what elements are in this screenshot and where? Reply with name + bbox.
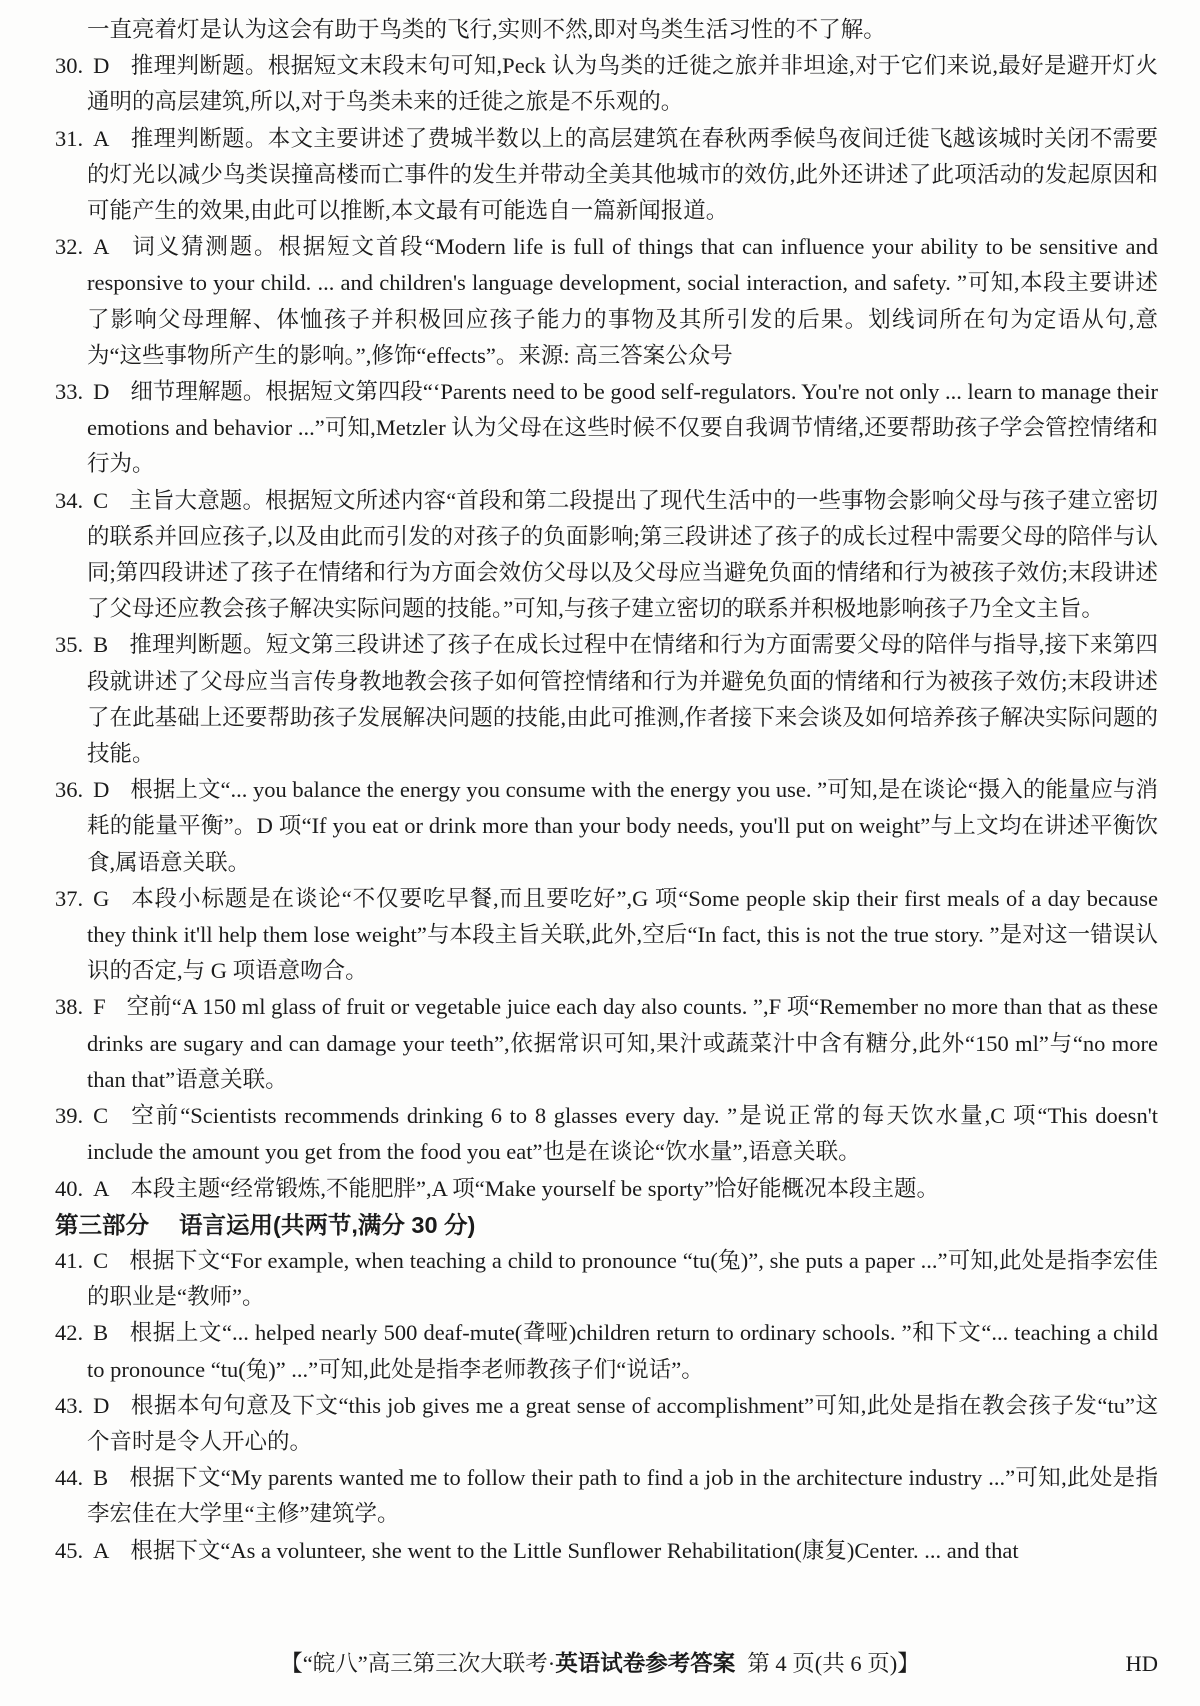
item-answer: D (93, 1392, 110, 1418)
item-text: 细节理解题。根据短文第四段“‘Parents need to be good self-regulators. You're not only ... learn to manage their emotions and behavior ...”可知,Metzler 认为父母在这些时候不仅要自我调节情绪,还要帮助孩子学会管控情绪和行为。 (87, 379, 1158, 477)
item-number: 34. (55, 487, 84, 513)
section-title: 语言运用(共两节,满分 30 分) (179, 1211, 476, 1238)
answer-item-37 (55, 881, 1158, 990)
item-answer: C (93, 487, 109, 513)
answer-item-41 (55, 1243, 1158, 1315)
section-label: 第三部分 (55, 1211, 149, 1238)
item-text: 本段小标题是在谈论“不仅要吃早餐,而且要吃好”,G 项“Some people skip their first meals of a day because they think it'll help them lose weight”与本段主旨关联,此外,空后“In fact, this is not the true story. ”是对这一错误认识的否定,与 G 项语意吻合。 (87, 885, 1158, 984)
item-text: 一直亮着灯是认为这会有助于鸟类的飞行,实则不然,即对鸟类生活习性的不了解。 (87, 17, 886, 42)
item-text: 根据下文“As a volunteer, she went to the Little Sunflower Rehabilitation(康复)Center. ... and that (130, 1537, 1019, 1563)
item-answer: G (93, 885, 110, 911)
item-text: 本段主题“经常锻炼,不能肥胖”,A 项“Make yourself be sporty”恰好能概况本段主题。 (130, 1175, 940, 1201)
item-text: 根据上文“... helped nearly 500 deaf-mute(聋哑)children return to ordinary schools. ”和下文“... teaching a child to pronounce “tu(兔)” ...”可知,此处是指李老师教孩子们“说话”。 (87, 1320, 1158, 1382)
item-answer: A (93, 1537, 110, 1563)
item-number: 44. (55, 1465, 84, 1491)
item-number: 40. (55, 1175, 84, 1201)
item-answer: D (93, 777, 110, 803)
item-answer: A (93, 234, 110, 260)
answer-item-33 (55, 374, 1158, 483)
answer-item-43 (55, 1388, 1158, 1460)
item-number: 45. (55, 1537, 84, 1563)
item-text: 根据本句句意及下文“this job gives me a great sense of accomplishment”可知,此处是指在教会孩子发“tu”这个音时是令人开心的。 (87, 1392, 1158, 1454)
answer-item-34 (55, 483, 1158, 628)
item-text: 推理判断题。本文主要讲述了费城半数以上的高层建筑在春秋两季候鸟夜间迁徙飞越该城时关闭不需要的灯光以减少鸟类误撞高楼而亡事件的发生并带动全美其他城市的效仿,此外还讲述了此项活动的发起原因和可能产生的效果,由此可以推断,本文最有可能选自一篇新闻报道。 (87, 125, 1158, 224)
item-number: 31. (55, 125, 84, 151)
answer-item-45 (55, 1533, 1158, 1569)
answer-list (55, 12, 1158, 1569)
answer-item-32 (55, 229, 1158, 374)
page-footer (0, 1646, 1200, 1682)
item-text: 空前“Scientists recommends drinking 6 to 8 glasses every day. ”是说正常的每天饮水量,C 项“This doesn't include the amount you get from the food you eat”也是在谈论“饮水量”,语意关联。 (87, 1103, 1158, 1165)
item-number: 33. (55, 379, 84, 405)
answer-item-29-continuation (55, 12, 1158, 48)
item-number: 37. (55, 885, 84, 911)
answer-item-38 (55, 989, 1158, 1098)
item-answer: C (93, 1247, 109, 1273)
item-answer: A (93, 1175, 110, 1201)
item-number: 36. (55, 777, 84, 803)
answer-item-42 (55, 1315, 1158, 1387)
item-text: 空前“A 150 ml glass of fruit or vegetable juice each day also counts. ”,F 项“Remember no more than that as these drinks are sugary and can damage your teeth”,依据常识可知,果汁或蔬菜汁中含有糖分,此外“150 ml”与“no more than that”语意关联。 (87, 994, 1158, 1092)
item-number: 35. (55, 632, 84, 658)
answer-item-44 (55, 1460, 1158, 1532)
item-number: 39. (55, 1103, 84, 1129)
item-answer: F (93, 994, 106, 1020)
item-answer: B (93, 1320, 109, 1346)
item-text: 推理判断题。短文第三段讲述了孩子在成长过程中在情绪和行为方面需要父母的陪伴与指导,接下来第四段就讲述了父母应当言传身教地教会孩子如何管控情绪和行为并避免负面的情绪和行为被孩子效仿;末段讲述了在此基础上还要帮助孩子发展解决问题的技能,由此可推测,作者接下来会谈及如何培养孩子解决实际问题的技能。 (87, 632, 1158, 767)
footer-page-number: 第 4 页(共 6 页)】 (747, 1651, 920, 1676)
answer-item-36 (55, 772, 1158, 881)
item-answer: A (93, 125, 110, 151)
item-text: 根据上文“... you balance the energy you consume with the energy you use. ”可知,是在谈论“摄入的能量应与消耗的能量平衡”。D 项“If you eat or drink more than your body needs, you'll put on weight”与上文均在讲述平衡饮食,属语意关联。 (87, 777, 1158, 875)
item-answer: B (93, 632, 109, 658)
item-number: 42. (55, 1320, 84, 1346)
item-answer: B (93, 1465, 109, 1491)
item-number: 32. (55, 234, 84, 260)
item-text: 词义猜测题。根据短文首段“Modern life is full of things that can influence your ability to be sensitive and responsive to your child. ... and children's language development, social interaction, and safety. ”可知,本段主要讲述了影响父母理解、体恤孩子并积极回应孩子能力的事物及其所引发的后果。划线词所在句为定语从句,意为“这些事物所产生的影响。”,修饰“effects”。来源: 高三答案公众号 (87, 234, 1158, 368)
footer-paper-title: 英语试卷参考答案 (555, 1651, 736, 1676)
item-number: 30. (55, 53, 84, 79)
item-number: 43. (55, 1392, 84, 1418)
item-text: 根据下文“My parents wanted me to follow their path to find a job in the architecture industry ...”可知,此处是指李宏佳在大学里“主修”建筑学。 (87, 1465, 1158, 1527)
item-number: 38. (55, 994, 84, 1020)
section-header-part3 (55, 1207, 1158, 1243)
item-answer: C (93, 1103, 109, 1129)
item-answer: D (93, 379, 110, 405)
item-text: 主旨大意题。根据短文所述内容“首段和第二段提出了现代生活中的一些事物会影响父母与孩子建立密切的联系并回应孩子,以及由此而引发的对孩子的负面影响;第三段讲述了孩子的成长过程中需要父母的陪伴与认同;第四段讲述了孩子在情绪和行为方面会效仿父母以及父母应当避免负面的情绪和行为被孩子效仿;末段讲述了父母还应教会孩子解决实际问题的技能。”可知,与孩子建立密切的联系并积极地影响孩子乃全文主旨。 (87, 487, 1158, 622)
answer-item-31 (55, 121, 1158, 230)
item-number: 41. (55, 1247, 84, 1273)
footer-exam-name: 【“皖八”高三第三次大联考· (280, 1651, 556, 1676)
item-text: 根据下文“For example, when teaching a child to pronounce “tu(兔)”, she puts a paper ...”可知,此处是指李宏佳的职业是“教师”。 (87, 1247, 1158, 1310)
item-answer: D (93, 53, 110, 79)
answer-item-35 (55, 627, 1158, 772)
answer-item-40 (55, 1171, 1158, 1207)
answer-item-39 (55, 1098, 1158, 1170)
footer-edition-code: HD (1125, 1651, 1158, 1676)
answer-item-30 (55, 48, 1158, 120)
item-text: 推理判断题。根据短文末段末句可知,Peck 认为鸟类的迁徙之旅并非坦途,对于它们来说,最好是避开灯火通明的高层建筑,所以,对于鸟类未来的迁徙之旅是不乐观的。 (87, 53, 1158, 115)
